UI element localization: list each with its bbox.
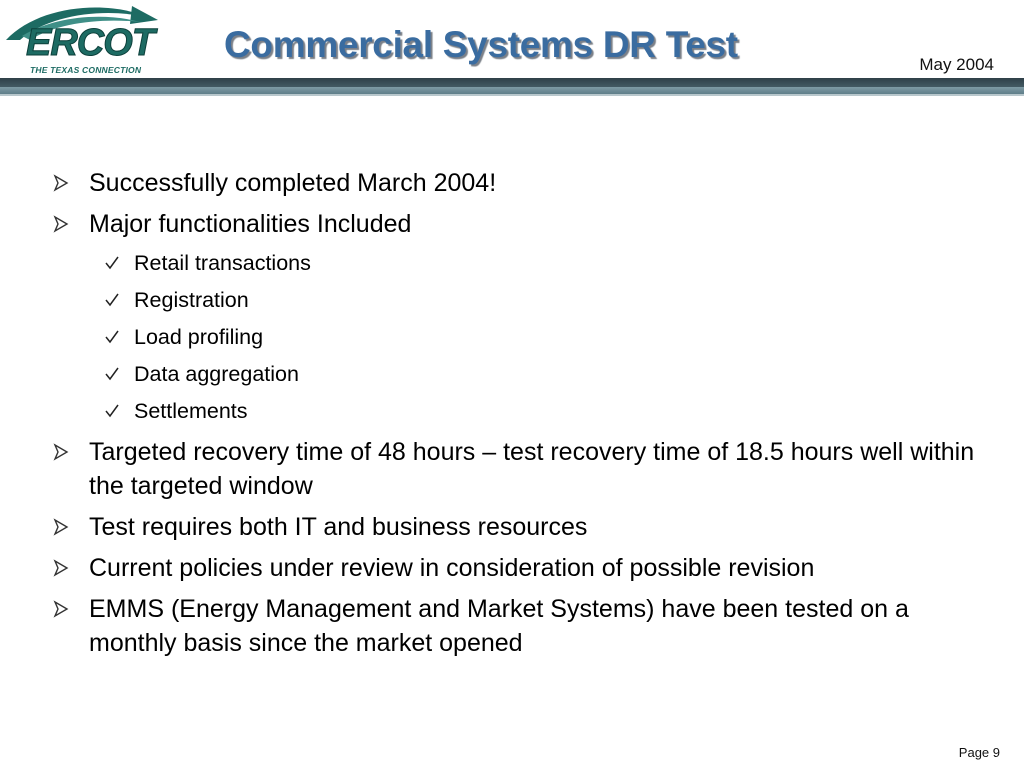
bullet-text: EMMS (Energy Management and Market Systems) have been tested on a monthly basis since the market opened bbox=[89, 595, 909, 657]
bullet-text: Successfully completed March 2004! bbox=[89, 169, 497, 197]
arrow-bullet-icon bbox=[52, 166, 70, 200]
logo-tagline: THE TEXAS CONNECTION bbox=[30, 65, 142, 75]
arrow-bullet-icon bbox=[52, 435, 70, 469]
bullet-text: Current policies under review in consideration of possible revision bbox=[89, 554, 815, 582]
sub-bullet-item bbox=[52, 248, 982, 279]
bullet-item bbox=[52, 207, 982, 241]
logo-wordmark: ERCOT bbox=[26, 22, 154, 64]
arrow-bullet-icon bbox=[52, 551, 70, 585]
sub-bullet-text: Data aggregation bbox=[134, 362, 299, 386]
slide-title: Commercial Systems DR Test bbox=[224, 24, 738, 65]
bullet-text: Targeted recovery time of 48 hours – test recovery time of 18.5 hours well within the targeted window bbox=[89, 438, 975, 500]
bullet-item bbox=[52, 510, 982, 544]
sub-bullet-item bbox=[52, 285, 982, 316]
checkmark-icon bbox=[104, 255, 120, 271]
arrow-bullet-icon bbox=[52, 510, 70, 544]
bullet-item bbox=[52, 592, 982, 660]
ercot-logo bbox=[0, 0, 160, 80]
sub-bullet-text: Load profiling bbox=[134, 325, 264, 349]
bullet-text: Major functionalities Included bbox=[89, 210, 412, 238]
bullet-item bbox=[52, 435, 982, 503]
arrow-bullet-icon bbox=[52, 207, 70, 241]
checkmark-icon bbox=[104, 292, 120, 308]
sub-bullet-item bbox=[52, 322, 982, 353]
bullet-text: Test requires both IT and business resources bbox=[89, 513, 588, 541]
header-divider bbox=[0, 78, 1024, 96]
sub-bullet-text: Retail transactions bbox=[134, 251, 311, 275]
slide-date: May 2004 bbox=[919, 55, 994, 74]
checkmark-icon bbox=[104, 329, 120, 345]
checkmark-icon bbox=[104, 366, 120, 382]
bullet-item bbox=[52, 166, 982, 200]
bullet-item bbox=[52, 551, 982, 585]
slide-body bbox=[52, 166, 982, 667]
sub-bullet-text: Registration bbox=[134, 288, 249, 312]
page-number: Page 9 bbox=[958, 745, 1000, 760]
sub-bullet-item bbox=[52, 396, 982, 427]
sub-bullet-item bbox=[52, 359, 982, 390]
sub-bullet-text: Settlements bbox=[134, 399, 248, 423]
arrow-bullet-icon bbox=[52, 592, 70, 626]
checkmark-icon bbox=[104, 403, 120, 419]
